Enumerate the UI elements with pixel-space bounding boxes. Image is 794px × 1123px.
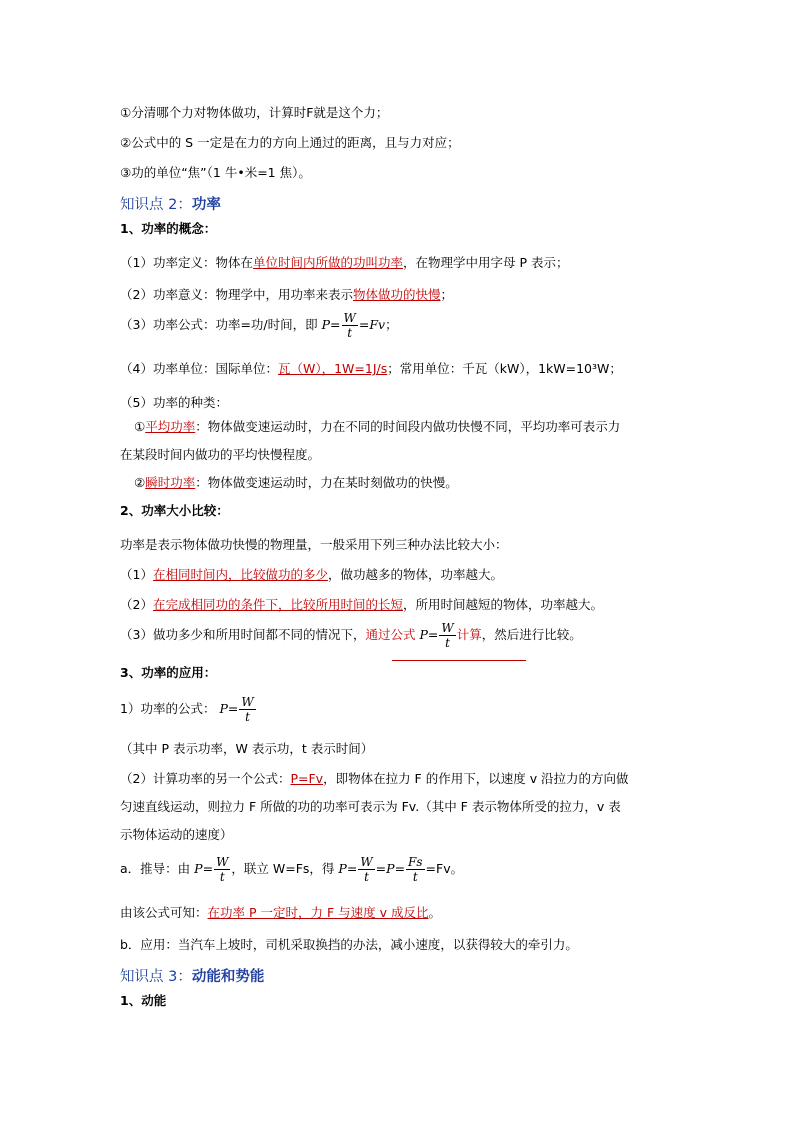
text: （2）	[120, 597, 153, 612]
text: ，做功越多的物体，功率越大。	[327, 567, 503, 582]
text: a．推导：由	[120, 861, 191, 876]
heading-main: 动能和势能	[191, 969, 265, 985]
text: （4）功率单位：国际单位：	[120, 361, 278, 376]
instant-power	[134, 474, 458, 492]
numerator: W	[360, 855, 373, 869]
text: ：物体做变速运动时，力在某时刻做功的快慢。	[195, 475, 458, 490]
compare-3	[120, 618, 582, 652]
text: ；常用单位：千瓦（kW），1kW=10³W；	[387, 361, 622, 376]
text: ①	[134, 419, 146, 434]
text: ；	[440, 287, 453, 302]
text: ，所用时间越短的物体，功率越大。	[402, 597, 603, 612]
highlight: 瓦（W），1W=1J/s	[277, 361, 388, 376]
average-power	[134, 418, 620, 436]
text: （3）功率公式：功率=功/时间，即	[120, 317, 318, 332]
power-formula: （3）功率公式：功率=功/时间，即 P= $\frac{W}{t}$ =Fv；	[120, 311, 398, 340]
compare-2	[120, 596, 603, 614]
math-symbol: =	[330, 317, 341, 332]
math-symbol: P	[419, 627, 428, 642]
math-symbol: P	[219, 701, 228, 716]
note-1: ①分清哪个力对物体做功，计算时F就是这个力；	[120, 105, 389, 120]
heading-prefix: 知识点 3：	[120, 969, 192, 985]
average-power-cont: 在某段时间内做功的平均快慢程度。	[120, 447, 321, 462]
text: 由该公式可知：	[120, 905, 208, 920]
fraction	[439, 621, 455, 650]
math-symbol: P	[338, 861, 347, 876]
text: =Fv。	[425, 861, 464, 876]
highlight: 在相同时间内，比较做功的多少	[152, 567, 328, 582]
text: 1）功率的公式：	[120, 701, 216, 716]
text: ，在物理学中用字母 P 表示；	[402, 255, 569, 270]
highlight: 瞬时功率	[145, 475, 196, 490]
fraction	[406, 855, 424, 884]
subheading-compare: 2、功率大小比较：	[120, 503, 229, 518]
section-heading-3	[120, 968, 264, 986]
compare-intro: 功率是表示物体做功快慢的物理量，一般采用下列三种办法比较大小：	[120, 537, 508, 552]
app-second-formula-end: 示物体运动的速度）	[120, 827, 233, 842]
text: （1）	[120, 567, 153, 582]
highlight: 在完成相同功的条件下，比较所用时间的长短	[152, 597, 403, 612]
text: ，联立 W=Fs，得	[231, 861, 335, 876]
fraction	[342, 311, 358, 340]
denominator: t	[245, 710, 250, 724]
math-symbol: =	[346, 861, 358, 876]
numerator: W	[241, 695, 254, 709]
denominator: t	[219, 870, 225, 884]
highlight: 平均功率	[145, 419, 196, 434]
numerator: W	[441, 621, 454, 635]
subheading-application: 3、功率的应用：	[120, 665, 217, 680]
compare-3-underline	[392, 660, 526, 661]
denominator: t	[364, 870, 369, 884]
numerator: Fs	[408, 855, 423, 869]
app-formula-note: （其中 P 表示功率，W 表示功，t 表示时间）	[120, 741, 374, 756]
power-definition	[120, 254, 568, 272]
text: （2）计算功率的另一个公式：	[120, 771, 291, 786]
text: ，即物体在拉力 F 的作用下，以速度 v 沿拉力的方向做	[323, 771, 629, 786]
text: （2）功率意义：物理学中，用功率来表示	[120, 287, 353, 302]
text: （3）做功多少和所用时间都不同的情况下，	[120, 627, 366, 642]
section-heading-2	[120, 196, 221, 214]
compare-1	[120, 566, 503, 584]
numerator: W	[216, 855, 229, 869]
denominator: t	[347, 326, 353, 340]
text: ②	[134, 475, 146, 490]
heading-prefix: 知识点 2：	[120, 197, 192, 213]
power-kinds-title: （5）功率的种类：	[120, 395, 228, 410]
math-symbol: Fv	[369, 317, 386, 332]
text: ，然后进行比较。	[481, 627, 582, 642]
highlight: P=Fv	[290, 771, 324, 786]
app-second-formula-cont: 匀速直线运动，则拉力 F 所做的功的功率可表示为 Fv.（其中 F 表示物体所受的拉力，v 表	[120, 799, 621, 814]
highlight: 物体做功的快慢	[352, 287, 441, 302]
highlight: 计算	[456, 627, 482, 642]
text: （1）功率定义：物体在	[120, 255, 253, 270]
math-symbol: P	[321, 317, 331, 332]
power-meaning	[120, 286, 453, 304]
note-2: ②公式中的 S 一定是在力的方向上通过的距离，且与力对应；	[120, 135, 460, 150]
math-symbol: =	[375, 861, 387, 876]
text: 。	[428, 905, 441, 920]
math-symbol: =	[227, 701, 239, 716]
fraction	[358, 855, 374, 884]
app-second-formula	[120, 770, 629, 788]
highlight: 单位时间内所做的功叫功率	[252, 255, 403, 270]
derivation	[120, 852, 463, 886]
math-symbol: P	[194, 861, 203, 876]
denominator: t	[445, 636, 450, 650]
note-3: ③功的单位“焦”（1 牛•米=1 焦）。	[120, 165, 311, 180]
app-formula	[120, 692, 257, 726]
denominator: t	[412, 870, 418, 884]
numerator: W	[343, 311, 356, 325]
heading-main: 功率	[191, 197, 221, 213]
application-use: b．应用：当汽车上坡时，司机采取换挡的办法，减小速度，以获得较大的牵引力。	[120, 937, 578, 952]
highlight: 通过公式	[365, 627, 416, 642]
highlight: 在功率 P 一定时，力 F 与速度 v 成反比	[207, 905, 429, 920]
fraction	[239, 695, 255, 724]
math-symbol: P	[386, 861, 395, 876]
subheading-concept: 1、功率的概念：	[120, 221, 217, 236]
math-symbol: =	[394, 861, 406, 876]
fraction	[214, 855, 230, 884]
math-symbol: =	[358, 317, 370, 332]
subheading-kinetic: 1、动能	[120, 993, 167, 1008]
text: ：物体做变速运动时，力在不同的时间段内做功快慢不同，平均功率可表示力	[195, 419, 621, 434]
math-symbol: =	[202, 861, 214, 876]
math-symbol: =	[427, 627, 439, 642]
conclusion	[120, 904, 441, 922]
power-unit	[120, 360, 622, 378]
